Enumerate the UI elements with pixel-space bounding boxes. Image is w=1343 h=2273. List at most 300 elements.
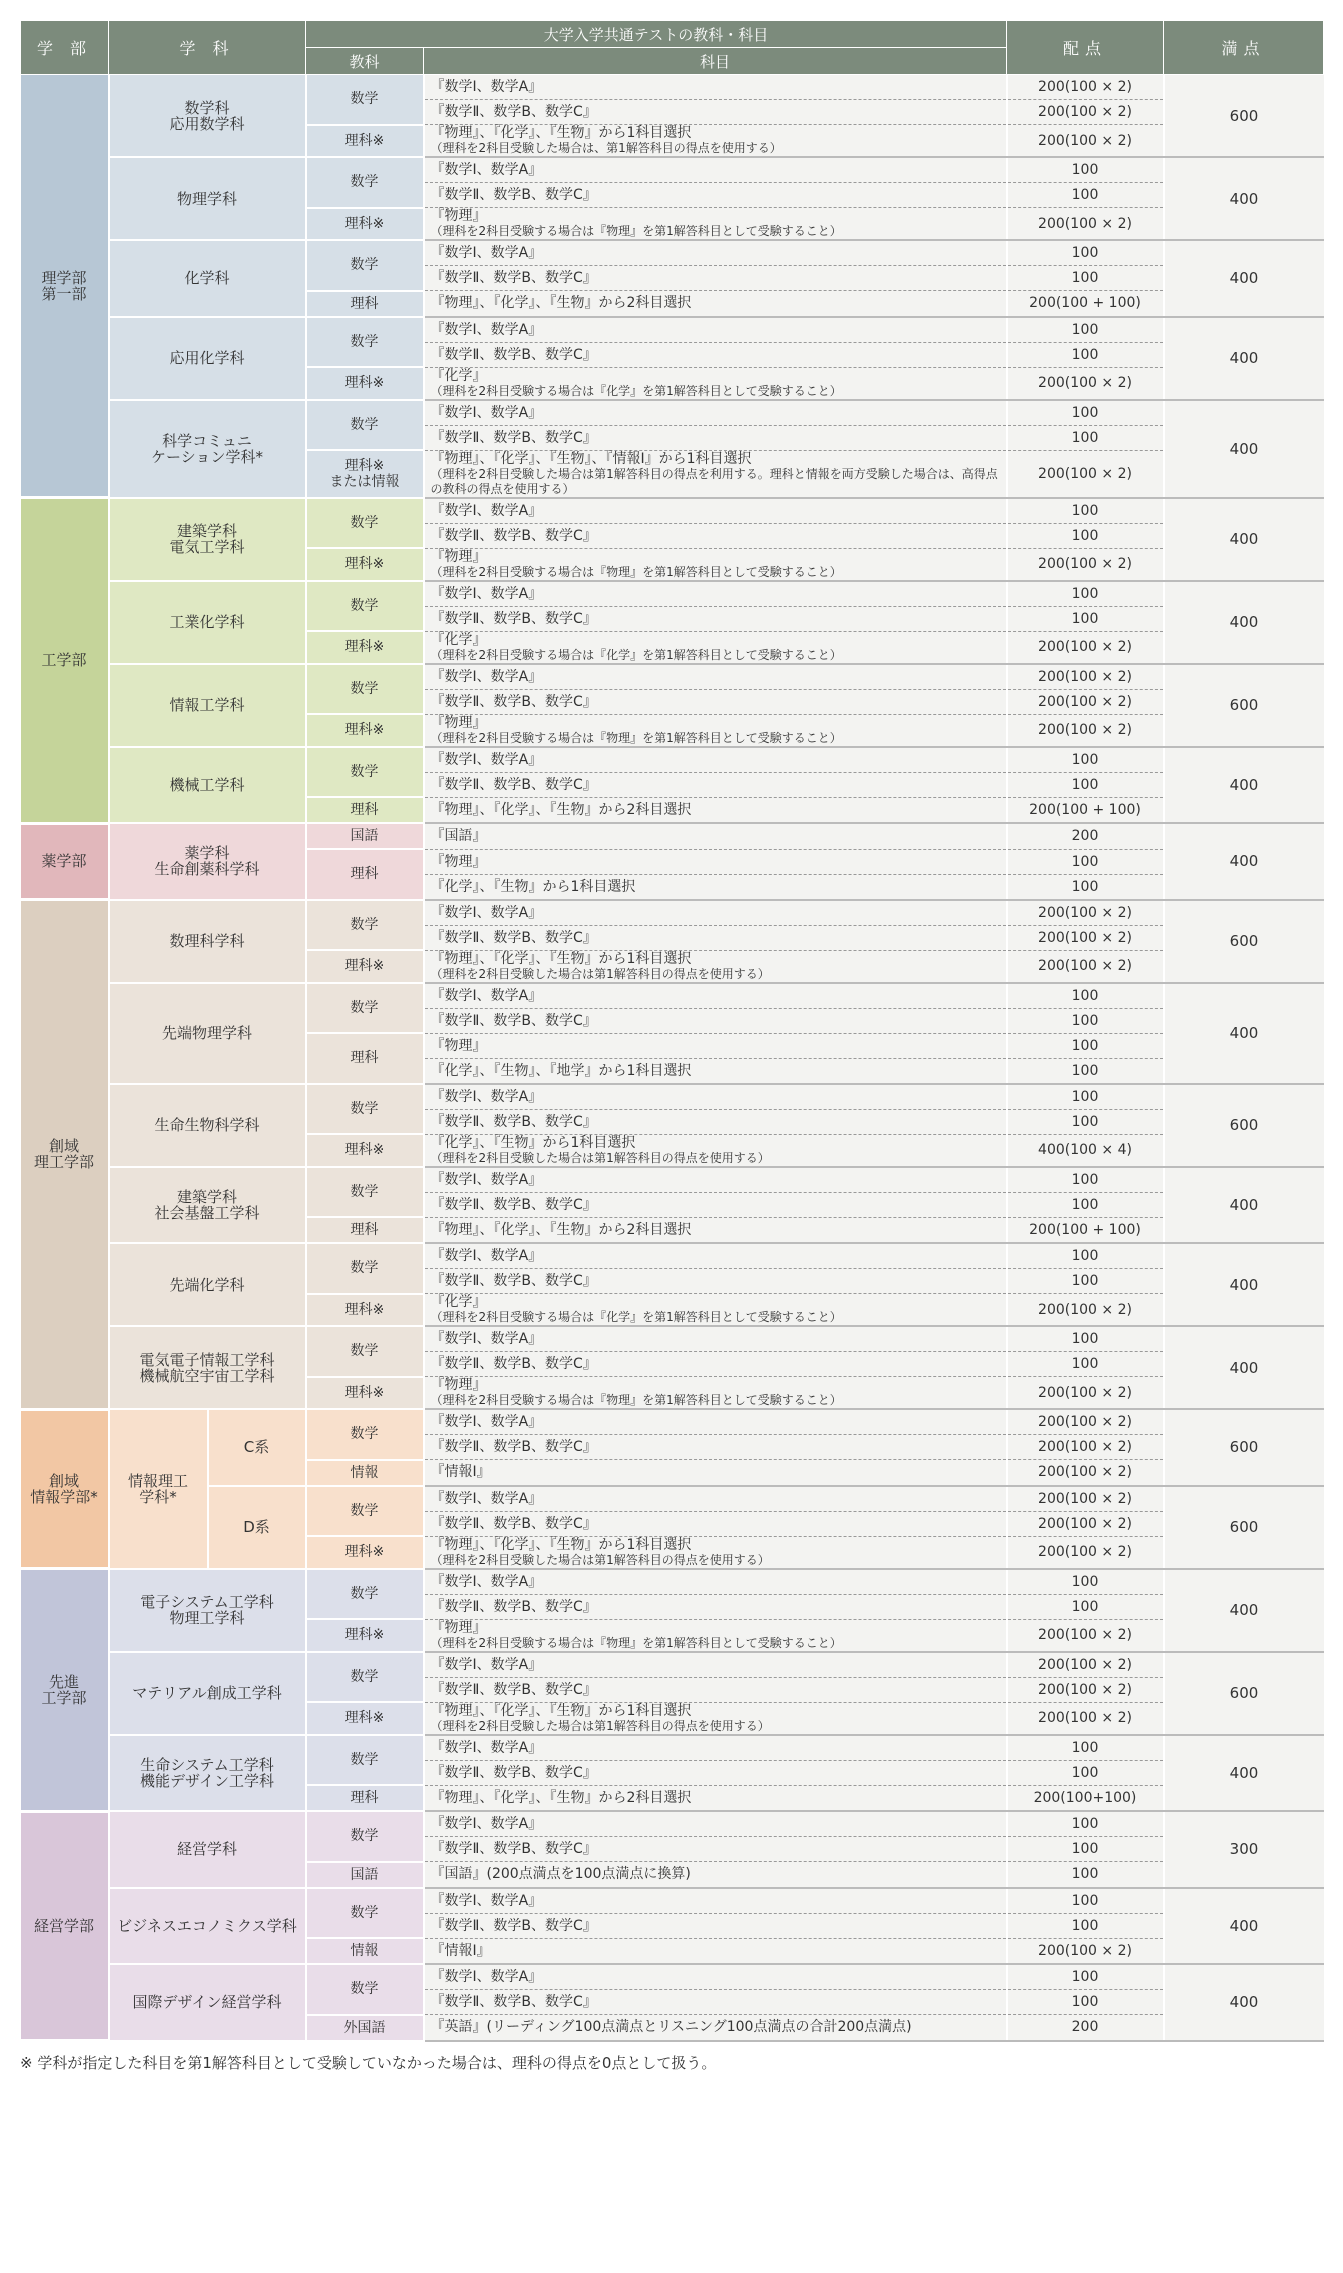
- subject-area-cell: 理科※: [306, 1619, 424, 1652]
- points-cell: 200(100 × 2): [1007, 1652, 1164, 1678]
- header-faculty: 学 部: [21, 21, 109, 75]
- subject-cell: [424, 157, 1007, 183]
- subject-text: 『数学Ⅱ、数学B、数学C』: [430, 1764, 597, 1781]
- subject-cell: [424, 400, 1007, 426]
- subject-area-cell: 数学: [306, 1964, 424, 2015]
- subject-text: 『数学Ⅱ、数学B、数学C』: [430, 1681, 597, 1698]
- subject-text: 『物理』、『化学』、『生物』から1科目選択: [430, 125, 692, 141]
- subject-area-cell: 理科※ または情報: [306, 450, 424, 498]
- points-cell: 100: [1007, 1058, 1164, 1084]
- points-cell: 100: [1007, 240, 1164, 266]
- points-cell: 100: [1007, 1913, 1164, 1938]
- subject-cell: [424, 1569, 1007, 1595]
- table-body: [21, 75, 1324, 2041]
- subject-text: 『情報Ⅰ』: [430, 1942, 491, 1959]
- full-score-cell: 600: [1164, 664, 1324, 747]
- table-row: [21, 823, 1324, 849]
- subject-cell: [424, 1217, 1007, 1243]
- subject-text: 『数学Ⅰ、数学A』: [430, 1331, 543, 1347]
- points-cell: 100: [1007, 1990, 1164, 2015]
- subject-cell: [424, 1862, 1007, 1888]
- department-cell: 建築学科 社会基盤工学科: [109, 1167, 306, 1244]
- subject-cell: [424, 1652, 1007, 1678]
- points-cell: 200: [1007, 2015, 1164, 2041]
- subject-text: 『物理』: [430, 208, 487, 224]
- points-cell: 100: [1007, 1033, 1164, 1058]
- subject-area-cell: 理科※: [306, 1134, 424, 1167]
- department-cell: 先端物理学科: [109, 983, 306, 1084]
- table-row: [21, 1888, 1324, 1914]
- subject-cell: [424, 266, 1007, 291]
- full-score-cell: 600: [1164, 1409, 1324, 1486]
- points-cell: 200(100 + 100): [1007, 1217, 1164, 1243]
- subject-text: 『化学』: [430, 1294, 487, 1310]
- subject-text: 『数学Ⅱ、数学B、数学C』: [430, 1515, 597, 1532]
- subject-cell: [424, 1964, 1007, 1990]
- subject-area-cell: 数学: [306, 664, 424, 715]
- points-cell: 200(100 × 2): [1007, 1409, 1164, 1435]
- subject-area-cell: 数学: [306, 581, 424, 632]
- subject-cell: [424, 1033, 1007, 1058]
- points-cell: 100: [1007, 317, 1164, 343]
- faculty-cell: 経営学部: [21, 1811, 109, 2041]
- points-cell: 100: [1007, 1109, 1164, 1134]
- subject-area-cell: 数学: [306, 1084, 424, 1135]
- subject-cell: [424, 1619, 1007, 1652]
- subject-text: 『物理』: [430, 1377, 487, 1393]
- subject-text: 『数学Ⅰ、数学A』: [430, 1171, 543, 1188]
- subject-cell: [424, 581, 1007, 607]
- subject-cell: [424, 1536, 1007, 1569]
- subject-area-cell: 数学: [306, 747, 424, 798]
- subject-text: 『情報Ⅰ』: [430, 1464, 491, 1481]
- subject-text: 『数学Ⅱ、数学B、数学C』: [430, 527, 597, 544]
- subject-text: 『数学Ⅱ、数学B、数学C』: [430, 1356, 597, 1372]
- points-cell: 100: [1007, 1888, 1164, 1914]
- table-row: [21, 1167, 1324, 1193]
- points-cell: 200(100 × 2): [1007, 208, 1164, 241]
- department-cell: 物理学科: [109, 157, 306, 240]
- subject-cell: [424, 498, 1007, 524]
- subject-cell: [424, 631, 1007, 664]
- subject-cell: [424, 523, 1007, 548]
- table-row: [21, 75, 1324, 100]
- subject-area-cell: 数学: [306, 1409, 424, 1460]
- subject-note: （理科を2科目受験した場合は第1解答科目の得点を使用する）: [430, 966, 770, 981]
- subject-cell: [424, 291, 1007, 317]
- subject-area-cell: 数学: [306, 1735, 424, 1786]
- points-cell: 100: [1007, 1008, 1164, 1033]
- full-score-cell: 400: [1164, 1243, 1324, 1326]
- subject-cell: [424, 1269, 1007, 1294]
- department-cell: マテリアル創成工学科: [109, 1652, 306, 1735]
- subject-cell: [424, 714, 1007, 747]
- subject-text: 『物理』、『化学』、『生物』から1科目選択: [430, 1536, 692, 1553]
- subject-cell: [424, 208, 1007, 241]
- table-row: [21, 1652, 1324, 1678]
- points-cell: 100: [1007, 1326, 1164, 1352]
- subject-text: 『数学Ⅰ、数学A』: [430, 1414, 543, 1430]
- points-cell: 200(100 × 2): [1007, 1435, 1164, 1460]
- subject-cell: [424, 1294, 1007, 1327]
- subject-text: 『数学Ⅱ、数学B、数学C』: [430, 1994, 597, 2010]
- subject-area-cell: 情報: [306, 1938, 424, 1964]
- subject-text: 『物理』: [430, 548, 487, 565]
- subject-area-cell: 数学: [306, 1243, 424, 1294]
- full-score-cell: 300: [1164, 1811, 1324, 1888]
- subject-text: 『数学Ⅱ、数学B、数学C』: [430, 1598, 597, 1615]
- full-score-cell: 400: [1164, 317, 1324, 400]
- footnote: ※ 学科が指定した科目を第1解答科目として受験していなかった場合は、理科の得点を0点として扱う。: [20, 2054, 717, 2072]
- points-cell: 100: [1007, 400, 1164, 426]
- table-row: [21, 317, 1324, 343]
- department-cell: 工業化学科: [109, 581, 306, 664]
- subject-area-cell: 数学: [306, 1486, 424, 1537]
- subject-area-cell: 理科: [306, 1785, 424, 1811]
- points-cell: 100: [1007, 1192, 1164, 1217]
- subject-cell: [424, 1486, 1007, 1512]
- full-score-cell: 600: [1164, 75, 1324, 158]
- table-row: [21, 581, 1324, 607]
- table-row: [21, 498, 1324, 524]
- subject-area-cell: 数学: [306, 157, 424, 208]
- faculty-cell: 工学部: [21, 498, 109, 824]
- table-row: [21, 1326, 1324, 1352]
- subject-note: （理科を2科目受験した場合は、第1解答科目の得点を使用する）: [430, 141, 782, 155]
- subject-text: 『物理』: [430, 1037, 487, 1054]
- table-row: [21, 157, 1324, 183]
- subject-text: 『化学』: [430, 631, 487, 648]
- table-row: [21, 1811, 1324, 1837]
- points-cell: 100: [1007, 983, 1164, 1009]
- points-cell: 200(100 × 2): [1007, 1511, 1164, 1536]
- subject-cell: [424, 1352, 1007, 1377]
- points-cell: 200(100 × 2): [1007, 1677, 1164, 1702]
- subject-cell: [424, 983, 1007, 1009]
- subject-text: 『数学Ⅰ、数学A』: [430, 1490, 543, 1507]
- points-cell: 200(100 × 2): [1007, 689, 1164, 714]
- points-cell: 200(100 × 2): [1007, 75, 1164, 100]
- subject-text: 『英語』(リーディング100点満点とリスニング100点満点の合計200点満点): [430, 2019, 912, 2036]
- subject-cell: [424, 664, 1007, 690]
- subject-text: 『数学Ⅱ、数学B、数学C』: [430, 1439, 597, 1455]
- points-cell: 100: [1007, 1760, 1164, 1785]
- subject-text: 『数学Ⅰ、数学A』: [430, 1248, 543, 1264]
- subject-cell: [424, 1594, 1007, 1619]
- table-row: [21, 240, 1324, 266]
- points-cell: 100: [1007, 183, 1164, 208]
- subject-cell: [424, 1192, 1007, 1217]
- header-department: 学 科: [109, 21, 306, 75]
- department-cell: ビジネスエコノミクス学科: [109, 1888, 306, 1965]
- department-cell: 数理科学科: [109, 900, 306, 983]
- department-cell: 薬学科 生命創薬科学科: [109, 823, 306, 900]
- subject-text: 『数学Ⅰ、数学A』: [430, 585, 543, 602]
- points-cell: 200(100 × 2): [1007, 950, 1164, 983]
- subject-area-cell: 数学: [306, 1652, 424, 1703]
- subject-cell: [424, 100, 1007, 125]
- points-cell: 100: [1007, 1084, 1164, 1110]
- table-row: [21, 1735, 1324, 1761]
- header-test: 大学入学共通テストの教科・科目: [306, 21, 1007, 48]
- full-score-cell: 600: [1164, 1652, 1324, 1735]
- points-cell: 100: [1007, 342, 1164, 367]
- subject-area-cell: 理科※: [306, 208, 424, 241]
- points-cell: 200(100 × 2): [1007, 548, 1164, 581]
- subject-text: 『数学Ⅱ、数学B、数学C』: [430, 1917, 597, 1934]
- subject-text: 『物理』、『化学』、『生物』から1科目選択: [430, 1702, 692, 1719]
- subject-cell: [424, 425, 1007, 450]
- subject-area-cell: 理科※: [306, 1377, 424, 1410]
- header-subject-area: 教科: [306, 48, 424, 75]
- subject-note: （理科を2科目受験する場合は『物理』を第1解答科目として受験すること）: [430, 1393, 842, 1407]
- points-cell: 200(100 × 2): [1007, 1377, 1164, 1410]
- points-cell: 200(100 × 2): [1007, 1938, 1164, 1964]
- track-cell: C系: [208, 1409, 306, 1486]
- subject-note: （理科を2科目受験する場合は『物理』を第1解答科目として受験すること）: [430, 564, 842, 579]
- table-row: [21, 1569, 1324, 1595]
- points-cell: 100: [1007, 1811, 1164, 1837]
- subject-text: 『化学』: [430, 367, 487, 384]
- subject-area-cell: 数学: [306, 1811, 424, 1862]
- header-points: 配点: [1007, 21, 1164, 75]
- subject-text: 『国語』(200点満点を100点満点に換算): [430, 1866, 691, 1883]
- subject-cell: [424, 1888, 1007, 1914]
- subject-cell: [424, 689, 1007, 714]
- subject-text: 『物理』、『化学』、『生物』から1科目選択: [430, 950, 692, 967]
- points-cell: 200(100 × 2): [1007, 664, 1164, 690]
- subject-area-cell: 理科: [306, 797, 424, 823]
- subject-text: 『数学Ⅰ、数学A』: [430, 1816, 543, 1832]
- subject-text: 『物理』、『化学』、『生物』から2科目選択: [430, 295, 692, 312]
- faculty-cell: 理学部 第一部: [21, 75, 109, 498]
- points-cell: 100: [1007, 1569, 1164, 1595]
- table-row: [21, 664, 1324, 690]
- subject-cell: [424, 75, 1007, 100]
- full-score-cell: 400: [1164, 581, 1324, 664]
- subject-text: 『物理』、『化学』、『生物』から2科目選択: [430, 1789, 692, 1806]
- subject-text: 『数学Ⅱ、数学B、数学C』: [430, 929, 597, 946]
- subject-cell: [424, 342, 1007, 367]
- points-cell: 100: [1007, 523, 1164, 548]
- subject-area-cell: 数学: [306, 1569, 424, 1620]
- subject-cell: [424, 2015, 1007, 2041]
- subject-text: 『数学Ⅱ、数学B、数学C』: [430, 1196, 597, 1213]
- subject-cell: [424, 1938, 1007, 1964]
- subject-area-cell: 国語: [306, 1862, 424, 1888]
- points-cell: 200(100 × 2): [1007, 925, 1164, 950]
- full-score-cell: 400: [1164, 823, 1324, 900]
- table-row: [21, 1243, 1324, 1269]
- faculty-cell: 薬学部: [21, 823, 109, 900]
- score-table: [20, 20, 1324, 2042]
- department-cell: 科学コミュニ ケーション学科*: [109, 400, 306, 498]
- subject-area-cell: 数学: [306, 400, 424, 451]
- table-row: [21, 900, 1324, 926]
- points-cell: 400(100 × 4): [1007, 1134, 1164, 1167]
- subject-cell: [424, 1811, 1007, 1837]
- subject-cell: [424, 900, 1007, 926]
- points-cell: 200(100 × 2): [1007, 100, 1164, 125]
- subject-text: 『数学Ⅱ、数学B、数学C』: [430, 346, 597, 363]
- department-cell: 経営学科: [109, 1811, 306, 1888]
- full-score-cell: 600: [1164, 1084, 1324, 1167]
- table-row: [21, 1486, 1324, 1512]
- department-cell: 先端化学科: [109, 1243, 306, 1326]
- subject-cell: [424, 823, 1007, 849]
- subject-cell: [424, 317, 1007, 343]
- subject-cell: [424, 1377, 1007, 1410]
- points-cell: 100: [1007, 874, 1164, 900]
- subject-cell: [424, 1460, 1007, 1486]
- subject-cell: [424, 367, 1007, 400]
- subject-text: 『数学Ⅰ、数学A』: [430, 1969, 543, 1985]
- table-row: [21, 1409, 1324, 1435]
- points-cell: 200(100 × 2): [1007, 1294, 1164, 1327]
- subject-area-cell: 理科※: [306, 1294, 424, 1327]
- full-score-cell: 600: [1164, 900, 1324, 983]
- subject-text: 『数学Ⅰ、数学A』: [430, 668, 543, 685]
- subject-note: （理科を2科目受験する場合は『物理』を第1解答科目として受験すること）: [430, 730, 842, 745]
- points-cell: 200(100 × 2): [1007, 1460, 1164, 1486]
- subject-area-cell: 理科※: [306, 714, 424, 747]
- points-cell: 100: [1007, 1352, 1164, 1377]
- subject-cell: [424, 548, 1007, 581]
- points-cell: 100: [1007, 266, 1164, 291]
- points-cell: 100: [1007, 849, 1164, 874]
- table-row: [21, 400, 1324, 426]
- points-cell: 100: [1007, 772, 1164, 797]
- subject-text: 『数学Ⅱ、数学B、数学C』: [430, 693, 597, 710]
- subject-cell: [424, 1511, 1007, 1536]
- subject-cell: [424, 925, 1007, 950]
- faculty-cell: 創域 理工学部: [21, 900, 109, 1410]
- table-row: [21, 1084, 1324, 1110]
- subject-cell: [424, 1409, 1007, 1435]
- points-cell: 200(100 × 2): [1007, 367, 1164, 400]
- subject-cell: [424, 950, 1007, 983]
- subject-text: 『数学Ⅱ、数学B、数学C』: [430, 187, 597, 203]
- points-cell: 100: [1007, 747, 1164, 773]
- subject-text: 『物理』、『化学』、『生物』から2科目選択: [430, 801, 692, 818]
- subject-text: 『数学Ⅰ、数学A』: [430, 1892, 543, 1909]
- subject-cell: [424, 1167, 1007, 1193]
- subject-area-cell: 理科※: [306, 1702, 424, 1735]
- full-score-cell: 400: [1164, 1326, 1324, 1409]
- subject-text: 『数学Ⅱ、数学B、数学C』: [430, 776, 597, 793]
- subject-text: 『化学』、『生物』から1科目選択: [430, 1134, 636, 1151]
- track-cell: D系: [208, 1486, 306, 1569]
- subject-text: 『数学Ⅱ、数学B、数学C』: [430, 104, 597, 120]
- full-score-cell: 400: [1164, 1569, 1324, 1652]
- score-table-container: [20, 20, 1323, 2073]
- points-cell: 200(100 × 2): [1007, 1619, 1164, 1652]
- subject-cell: [424, 1913, 1007, 1938]
- subject-text: 『数学Ⅰ、数学A』: [430, 502, 543, 519]
- points-cell: 100: [1007, 1862, 1164, 1888]
- department-cell: 情報工学科: [109, 664, 306, 747]
- points-cell: 200(100 × 2): [1007, 900, 1164, 926]
- subject-area-cell: 理科: [306, 291, 424, 317]
- subject-cell: [424, 240, 1007, 266]
- subject-text: 『数学Ⅱ、数学B、数学C』: [430, 1841, 597, 1857]
- points-cell: 100: [1007, 1269, 1164, 1294]
- subject-area-cell: 数学: [306, 1888, 424, 1939]
- subject-text: 『数学Ⅰ、数学A』: [430, 1656, 543, 1673]
- subject-note: （理科を2科目受験した場合は第1解答科目の得点を使用する）: [430, 1718, 770, 1733]
- subject-note: （理科を2科目受験した場合は第1解答科目の得点を利用する。理科と情報を両方受験した場合は、高得点の教科の得点を使用する）: [430, 466, 998, 496]
- subject-note: （理科を2科目受験する場合は『化学』を第1解答科目として受験すること）: [430, 647, 842, 662]
- points-cell: 200(100 × 2): [1007, 450, 1164, 498]
- subject-area-cell: 数学: [306, 900, 424, 951]
- full-score-cell: 400: [1164, 240, 1324, 317]
- subject-text: 『数学Ⅱ、数学B、数学C』: [430, 1273, 597, 1289]
- faculty-cell: 創域 情報学部*: [21, 1409, 109, 1569]
- subject-area-cell: 数学: [306, 1167, 424, 1218]
- subject-cell: [424, 1435, 1007, 1460]
- points-cell: 100: [1007, 498, 1164, 524]
- subject-cell: [424, 1702, 1007, 1735]
- subject-cell: [424, 1058, 1007, 1084]
- points-cell: 200(100 + 100): [1007, 291, 1164, 317]
- subject-cell: [424, 747, 1007, 773]
- subject-note: （理科を2科目受験する場合は『物理』を第1解答科目として受験すること）: [430, 224, 842, 238]
- department-cell: 生命生物科学科: [109, 1084, 306, 1167]
- department-cell: 応用化学科: [109, 317, 306, 400]
- faculty-cell: 先進 工学部: [21, 1569, 109, 1812]
- subject-note: （理科を2科目受験する場合は『化学』を第1解答科目として受験すること）: [430, 1310, 842, 1324]
- subject-text: 『物理』、『化学』、『生物』、『情報Ⅰ』から1科目選択: [430, 450, 752, 467]
- subject-area-cell: 理科※: [306, 950, 424, 983]
- points-cell: 100: [1007, 425, 1164, 450]
- table-row: [21, 747, 1324, 773]
- subject-text: 『数学Ⅱ、数学B、数学C』: [430, 1113, 597, 1130]
- subject-area-cell: 理科: [306, 1033, 424, 1084]
- subject-cell: [424, 1760, 1007, 1785]
- subject-text: 『化学』、『生物』から1科目選択: [430, 878, 636, 895]
- subject-cell: [424, 1785, 1007, 1811]
- header-full: 満点: [1164, 21, 1324, 75]
- full-score-cell: 400: [1164, 1167, 1324, 1244]
- points-cell: 200(100 × 2): [1007, 1702, 1164, 1735]
- department-cell: 化学科: [109, 240, 306, 317]
- subject-text: 『数学Ⅰ、数学A』: [430, 245, 543, 261]
- subject-area-cell: 数学: [306, 498, 424, 549]
- points-cell: 100: [1007, 581, 1164, 607]
- subject-cell: [424, 606, 1007, 631]
- points-cell: 100: [1007, 1735, 1164, 1761]
- subject-cell: [424, 1109, 1007, 1134]
- subject-text: 『物理』、『化学』、『生物』から2科目選択: [430, 1221, 692, 1238]
- department-cell: 国際デザイン経営学科: [109, 1964, 306, 2041]
- header-subject: 科目: [424, 48, 1007, 75]
- points-cell: 100: [1007, 606, 1164, 631]
- department-cell: 数学科 応用数学科: [109, 75, 306, 158]
- subject-area-cell: 理科※: [306, 1536, 424, 1569]
- subject-text: 『物理』: [430, 853, 487, 870]
- subject-text: 『化学』、『生物』、『地学』から1科目選択: [430, 1062, 692, 1079]
- subject-cell: [424, 1837, 1007, 1862]
- subject-text: 『数学Ⅰ、数学A』: [430, 321, 543, 338]
- department-cell: 機械工学科: [109, 747, 306, 824]
- subject-area-cell: 理科※: [306, 367, 424, 400]
- points-cell: 200: [1007, 823, 1164, 849]
- subject-cell: [424, 1326, 1007, 1352]
- subject-text: 『物理』: [430, 714, 487, 731]
- subject-note: （理科を2科目受験する場合は『化学』を第1解答科目として受験すること）: [430, 383, 842, 398]
- subject-area-cell: 数学: [306, 983, 424, 1034]
- department-cell: 電気電子情報工学科 機械航空宇宙工学科: [109, 1326, 306, 1409]
